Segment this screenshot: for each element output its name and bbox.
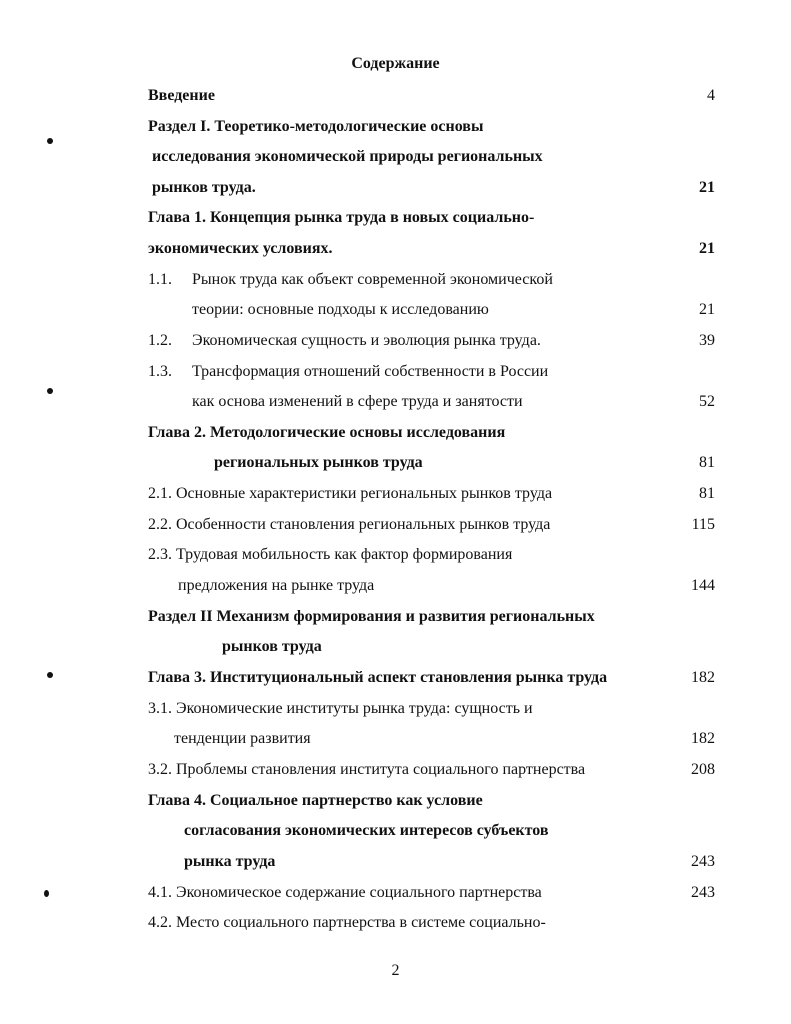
toc-subsection-4-1[interactable]: 4.1. Экономическое содержание социального партнерства bbox=[148, 884, 542, 901]
toc-page-number: 115 bbox=[691, 516, 715, 533]
toc-page-number: 52 bbox=[699, 393, 715, 410]
toc-subsection-3-1[interactable]: 3.1. Экономические институты рынка труда: сущность и bbox=[148, 700, 533, 717]
toc-subsection-2-2[interactable]: 2.2. Особенности становления региональных рынков труда bbox=[148, 516, 551, 533]
toc-entry-introduction[interactable]: Введение bbox=[148, 87, 215, 104]
toc-page-number: 81 bbox=[699, 454, 715, 471]
toc-subsection-number: 1.1. bbox=[148, 271, 172, 288]
toc-subsection-1-2[interactable]: Экономическая сущность и эволюция рынка труда. bbox=[192, 332, 541, 349]
toc-section-2-title[interactable]: Раздел II Механизм формирования и развития региональных bbox=[148, 608, 595, 625]
toc-section-2-title[interactable]: рынков труда bbox=[222, 638, 322, 655]
toc-section-1-title[interactable]: исследования экономической природы региональных bbox=[152, 148, 543, 165]
toc-chapter-4-title[interactable]: рынка труда bbox=[184, 853, 276, 870]
toc-chapter-4-title[interactable]: Глава 4. Социальное партнерство как условие bbox=[148, 792, 483, 809]
toc-page-number: 144 bbox=[691, 577, 715, 594]
toc-page-number: 39 bbox=[699, 332, 715, 349]
toc-page-number: 81 bbox=[699, 485, 715, 502]
page-title: Содержание bbox=[351, 55, 440, 72]
toc-subsection-2-3[interactable]: 2.3. Трудовая мобильность как фактор формирования bbox=[148, 546, 513, 563]
toc-chapter-2-title[interactable]: Глава 2. Методологические основы исследования bbox=[148, 424, 506, 441]
toc-subsection-1-3[interactable]: как основа изменений в сфере труда и занятости bbox=[192, 393, 523, 410]
toc-subsection-1-1[interactable]: Рынок труда как объект современной экономической bbox=[192, 271, 553, 288]
toc-subsection-3-1[interactable]: тенденции развития bbox=[174, 730, 311, 747]
toc-subsection-1-3[interactable]: Трансформация отношений собственности в России bbox=[192, 363, 549, 380]
toc-chapter-1-title[interactable]: Глава 1. Концепция рынка труда в новых социально- bbox=[148, 209, 535, 226]
binder-hole-mark bbox=[47, 138, 53, 144]
binder-hole-mark bbox=[47, 672, 53, 678]
toc-chapter-3-title[interactable]: Глава 3. Институциональный аспект становления рынка труда bbox=[148, 669, 608, 686]
binder-hole-mark bbox=[47, 388, 53, 394]
toc-subsection-4-2[interactable]: 4.2. Место социального партнерства в системе социально- bbox=[148, 914, 546, 931]
toc-subsection-3-2[interactable]: 3.2. Проблемы становления института социального партнерства bbox=[148, 761, 586, 778]
toc-page-number: 208 bbox=[691, 761, 715, 778]
toc-chapter-2-title[interactable]: региональных рынков труда bbox=[214, 454, 423, 471]
toc-subsection-2-3[interactable]: предложения на рынке труда bbox=[178, 577, 375, 594]
toc-chapter-1-title[interactable]: экономических условиях. bbox=[148, 240, 333, 257]
binder-hole-mark bbox=[44, 890, 49, 897]
toc-page-number: 182 bbox=[691, 730, 715, 747]
toc-subsection-number: 1.2. bbox=[148, 332, 172, 349]
toc-page-number: 243 bbox=[691, 884, 715, 901]
toc-chapter-4-title[interactable]: согласования экономических интересов субъектов bbox=[184, 822, 549, 839]
toc-section-1-title[interactable]: рынков труда. bbox=[152, 179, 256, 196]
toc-page-number: 21 bbox=[699, 240, 715, 257]
toc-subsection-2-1[interactable]: 2.1. Основные характеристики региональных рынков труда bbox=[148, 485, 553, 502]
toc-page-number: 243 bbox=[691, 853, 715, 870]
toc-page-number: 4 bbox=[707, 87, 715, 104]
toc-subsection-number: 1.3. bbox=[148, 363, 172, 380]
toc-subsection-1-1[interactable]: теории: основные подходы к исследованию bbox=[192, 301, 489, 318]
toc-page-number: 182 bbox=[691, 669, 715, 686]
toc-page-number: 21 bbox=[699, 179, 715, 196]
toc-section-1-title[interactable]: Раздел I. Теоретико-методологические основы bbox=[148, 118, 484, 135]
toc-page-number: 21 bbox=[699, 301, 715, 318]
page-number: 2 bbox=[391, 962, 400, 979]
